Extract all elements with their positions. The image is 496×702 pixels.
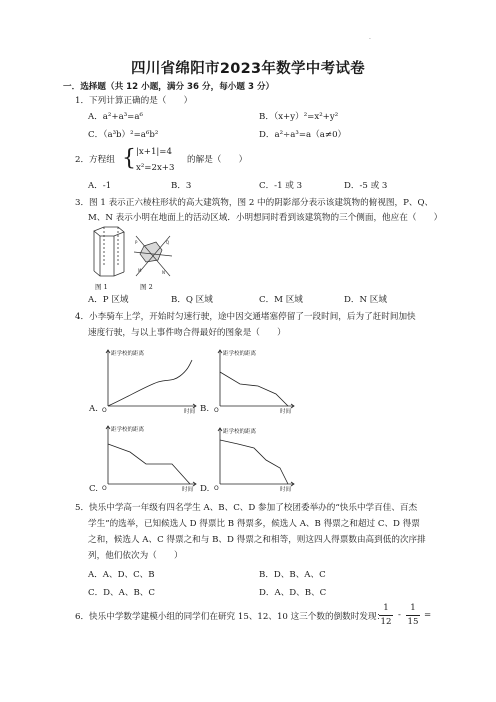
q1-option-a: A．a²+a³=a⁶ xyxy=(88,112,143,122)
q4-option-c-label: C. xyxy=(89,484,99,494)
q2-equation-1: |x+1|=4 xyxy=(136,147,172,157)
q1-option-c: C．（a³b）²=a⁶b² xyxy=(88,130,159,140)
corner-dot: . xyxy=(369,34,371,41)
q3-option-c: C．M 区域 xyxy=(259,295,303,305)
q6-fraction-1-bar xyxy=(379,615,393,616)
q2-number: 2．方程组 xyxy=(75,155,115,165)
graph-a xyxy=(96,346,200,414)
graph-b-ylabel: 距学校的距离 xyxy=(223,351,257,357)
q3-line-2: M、N 表示小明在地面上的活动区域．小明想同时看到该建筑物的三个侧面，他应在（ ） xyxy=(88,213,443,223)
q6-fraction-1-numerator: 1 xyxy=(383,603,389,613)
q1-option-d: D．a²÷a³=a（a≠0） xyxy=(259,130,347,140)
q4-option-a-label: A. xyxy=(89,404,98,414)
q3-option-d: D．N 区域 xyxy=(344,295,387,305)
graph-d xyxy=(208,424,298,492)
q4-option-b-label: B. xyxy=(200,404,210,414)
q5-line-2: 学生”的选举，已知候选人 D 得票比 B 得票多，候选人 A、B 得票之和超过 C、D 得票 xyxy=(88,519,420,529)
q5-option-c: C．D、A、B、C xyxy=(88,588,155,598)
q2-option-a: A．-1 xyxy=(88,181,112,191)
q4-line-1: 4．小李骑车上学，开始时匀速行驶，途中因交通堵塞停留了一段时间，后为了赶时间加快 xyxy=(75,312,416,322)
graph-b xyxy=(208,346,298,414)
svg-text:N: N xyxy=(162,270,165,275)
graph-c-ylabel: 距学校的距离 xyxy=(111,427,145,433)
svg-text:Q: Q xyxy=(166,240,170,245)
q6-fraction-2-numerator: 1 xyxy=(410,603,416,613)
q3-option-a: A．P 区域 xyxy=(88,295,129,305)
q5-line-3: 之和，候选人 A、C 得票之和与 B、D 得票之和相等，则这四人得票数由高到低的次序排 xyxy=(88,535,426,545)
graph-b-origin: O xyxy=(214,407,219,414)
figure-1-label: 图 1 xyxy=(95,283,108,291)
q4-line-2: 速度行驶，与以上事件吻合得最好的图象是（ ） xyxy=(88,328,286,338)
q3-option-b: B．Q 区域 xyxy=(171,295,213,305)
graph-c xyxy=(96,422,200,492)
graph-a-origin: O xyxy=(102,407,107,414)
q6-equals: = xyxy=(424,610,432,620)
q4-option-d-label: D. xyxy=(200,484,210,494)
section-heading: 一．选择题（共 12 小题，满分 36 分，每小题 3 分） xyxy=(63,82,275,92)
q6-text: 6．快乐中学数学建模小组的同学们在研究 15、12、10 这三个数的倒数时发现： xyxy=(75,612,386,622)
q5-option-b: B．D、B、A、C xyxy=(259,570,326,580)
q5-option-a: A．A、D、C、B xyxy=(88,570,155,580)
hexagonal-prism-figure xyxy=(86,226,128,284)
q5-option-d: D．A、D、B、C xyxy=(259,588,327,598)
figure-2-label: 图 2 xyxy=(140,283,153,291)
q3-line-1: 3．图 1 表示正六棱柱形状的高大建筑物，图 2 中的阴影部分表示该建筑物的俯视图，P、Q、 xyxy=(75,198,434,208)
graph-a-xlabel: 时间 xyxy=(184,409,196,414)
graph-d-ylabel: 距学校的距离 xyxy=(223,429,257,435)
q6-minus: - xyxy=(398,610,401,620)
q2-option-c: C．-1 或 3 xyxy=(259,181,303,191)
graph-b-xlabel: 时间 xyxy=(280,409,292,414)
q2-equation-2: x²=2x+3 xyxy=(136,163,175,173)
graph-a-ylabel: 距学校的距离 xyxy=(111,351,145,357)
graph-c-xlabel: 时间 xyxy=(182,487,194,492)
q1-option-b: B．（x+y）²=x²+y² xyxy=(259,112,339,122)
svg-text:M: M xyxy=(138,268,142,273)
q2-stem-tail: 的解是（ ） xyxy=(187,155,248,165)
exam-title: 四川省绵阳市2023年数学中考试卷 xyxy=(131,61,365,77)
q6-fraction-2-denominator: 15 xyxy=(407,617,419,627)
q2-brace: { xyxy=(122,146,136,171)
q1-stem: 1．下列计算正确的是（ ） xyxy=(75,96,193,106)
svg-text:P: P xyxy=(135,240,138,245)
graph-c-origin: O xyxy=(102,485,107,492)
top-view-figure xyxy=(132,234,174,284)
graph-d-origin: O xyxy=(214,485,219,492)
q6-fraction-2-bar xyxy=(406,615,420,616)
q2-option-b: B．3 xyxy=(171,181,192,191)
q5-line-4: 列，他们依次为（ ） xyxy=(88,551,183,561)
q5-line-1: 5．快乐中学高一年级有四名学生 A、B、C、D 参加了校团委举办的“快乐中学百佳、百杰 xyxy=(75,503,418,513)
q2-option-d: D．-5 或 3 xyxy=(344,181,388,191)
q6-fraction-1-denominator: 12 xyxy=(380,617,392,627)
graph-d-xlabel: 时间 xyxy=(280,487,292,492)
